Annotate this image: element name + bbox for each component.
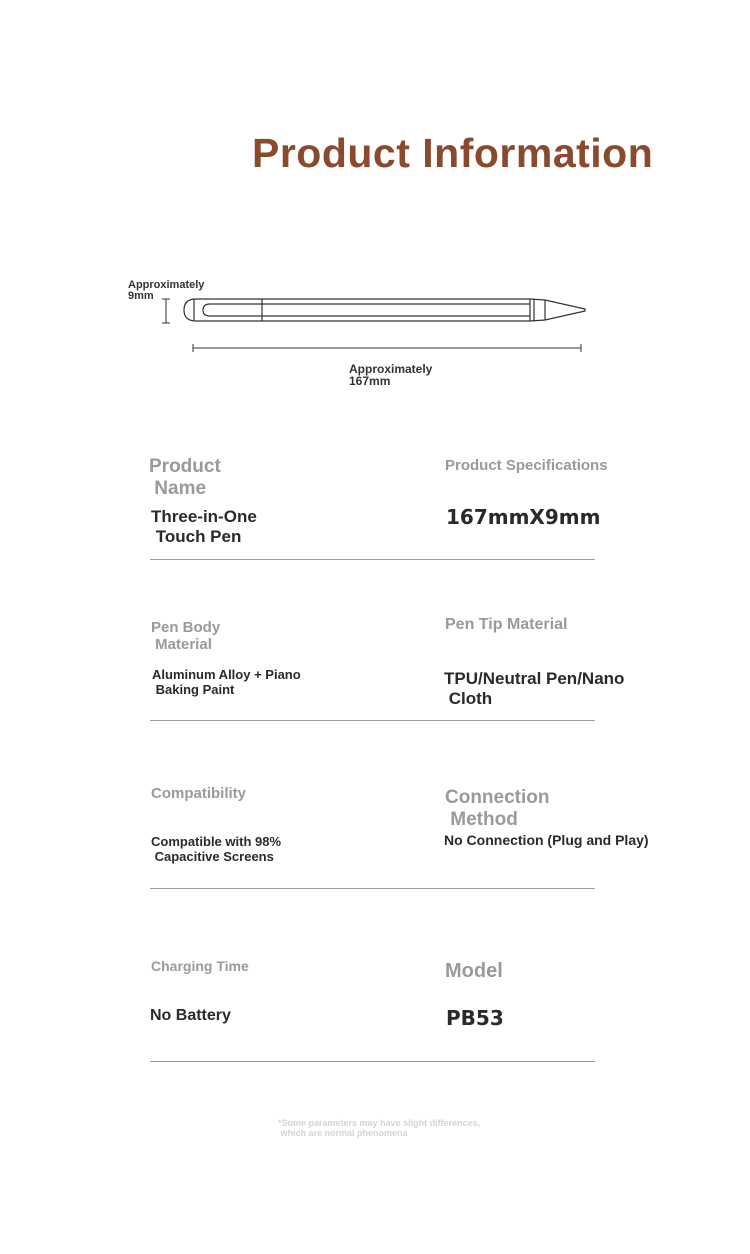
spec-value-pen-body-material: Aluminum Alloy + Piano Baking Paint xyxy=(152,667,301,697)
spec-value-charging-time: No Battery xyxy=(150,1007,231,1024)
spec-label-compatibility: Compatibility xyxy=(151,785,247,802)
row-divider xyxy=(150,559,595,560)
spec-label-model: Model xyxy=(445,960,503,982)
spec-value-model: PB53 xyxy=(446,1006,504,1030)
pen-outline xyxy=(184,299,585,321)
spec-label-product-name: Product Name xyxy=(149,456,221,499)
spec-value-specifications: 167mmX9mm xyxy=(446,505,601,529)
spec-label-specifications: Product Specifications xyxy=(445,457,608,474)
length-dimension xyxy=(193,344,581,352)
page-title: Product Information xyxy=(252,130,654,176)
spec-value-connection-method: No Connection (Plug and Play) xyxy=(444,832,649,848)
pen-diagram xyxy=(0,0,750,420)
spec-value-pen-tip-material: TPU/Neutral Pen/Nano Cloth xyxy=(444,669,625,708)
footnote: *Some parameters may have slight differences, which are normal phenomena xyxy=(278,1118,481,1138)
diameter-dimension xyxy=(162,299,170,323)
row-divider xyxy=(150,720,595,721)
length-label: Approximately 167mm xyxy=(349,362,433,388)
row-divider xyxy=(150,888,595,889)
diameter-label: Approximately 9mm xyxy=(128,279,205,302)
spec-value-compatibility: Compatible with 98% Capacitive Screens xyxy=(151,834,282,864)
row-divider xyxy=(150,1061,595,1062)
spec-value-product-name: Three-in-One Touch Pen xyxy=(151,507,257,546)
spec-label-pen-tip-material: Pen Tip Material xyxy=(445,616,568,633)
spec-label-pen-body-material: Pen Body Material xyxy=(151,619,221,654)
spec-label-connection-method: Connection Method xyxy=(445,787,550,830)
spec-label-charging-time: Charging Time xyxy=(151,958,249,974)
